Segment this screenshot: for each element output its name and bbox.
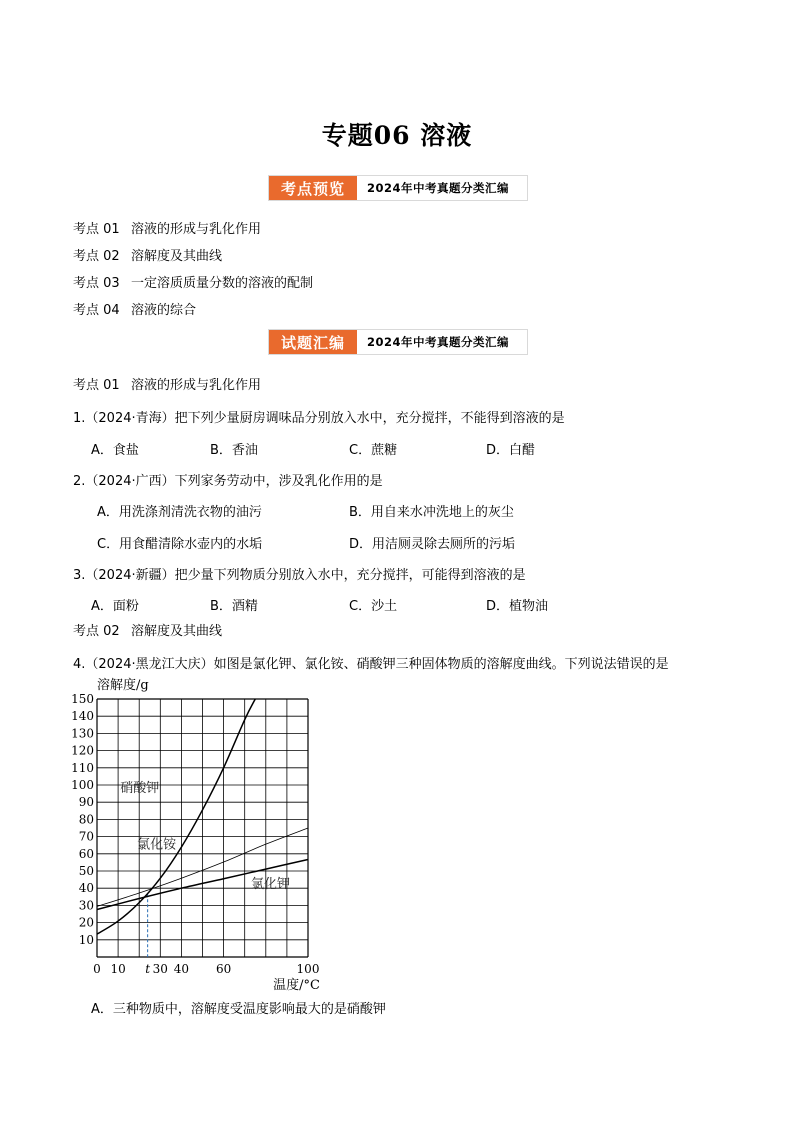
banner-subtitle: 2024年中考真题分类汇编 <box>367 335 510 349</box>
outline-item <box>73 218 261 237</box>
chart-grid <box>97 699 308 957</box>
outline-code: 考点 02 <box>73 249 120 264</box>
option: B．酒精 <box>210 599 258 614</box>
question-source: （2024·广西） <box>85 474 175 489</box>
outline-item <box>73 272 313 291</box>
exercises-banner <box>268 329 528 355</box>
x-tick-label: t <box>145 962 151 976</box>
section-code: 考点 02 <box>73 624 120 639</box>
x-tick-label: 100 <box>296 962 320 976</box>
banner-subtitle: 2024年中考真题分类汇编 <box>367 181 510 195</box>
banner-tag: 试题汇编 <box>269 330 357 354</box>
y-tick-label: 130 <box>71 726 94 741</box>
option: C．沙土 <box>349 599 398 614</box>
question-stem: 下列家务劳动中，涉及乳化作用的是 <box>174 474 383 489</box>
y-axis-title: 溶解度/g <box>97 678 149 693</box>
x-axis-title: 温度/°C <box>273 978 320 992</box>
x-tick-label: 30 <box>152 962 168 976</box>
outline-code: 考点 03 <box>73 276 120 291</box>
option: C．蔗糖 <box>349 443 398 458</box>
option: D．白醋 <box>486 443 536 458</box>
y-tick-label: 70 <box>78 829 94 844</box>
question-number: 1. <box>73 411 86 426</box>
option: D．用洁厕灵除去厕所的污垢 <box>349 537 516 552</box>
chart-labels <box>71 677 320 992</box>
question-1 <box>73 407 565 426</box>
section-heading <box>73 374 261 393</box>
option: A．食盐 <box>91 443 139 458</box>
section-name: 溶液的形成与乳化作用 <box>131 378 262 393</box>
question-4 <box>73 653 669 672</box>
outline-name: 溶解度及其曲线 <box>131 249 223 264</box>
x-tick-label: 60 <box>215 962 232 976</box>
y-tick-label: 150 <box>71 692 94 706</box>
y-tick-label: 100 <box>71 778 94 792</box>
outline-code: 考点 04 <box>73 303 120 318</box>
section-code: 考点 01 <box>73 378 120 393</box>
outline-name: 一定溶质质量分数的溶液的配制 <box>131 276 314 291</box>
y-tick-label: 120 <box>71 743 94 758</box>
question-source: （2024·青海） <box>85 411 175 426</box>
y-tick-label: 50 <box>78 864 94 878</box>
series-label: 氯化钾 <box>251 877 291 893</box>
y-tick-label: 40 <box>78 881 94 896</box>
solubility-chart <box>60 672 330 992</box>
question-3 <box>73 564 526 583</box>
x-tick-label: 0 <box>93 962 101 976</box>
section-heading <box>73 620 222 639</box>
option: A．三种物质中，溶解度受温度影响最大的是硝酸钾 <box>91 1002 386 1017</box>
series-label: 氯化铵 <box>137 837 177 853</box>
option: A．面粉 <box>91 599 139 614</box>
question-stem: 如图是氯化钾、氯化铵、硝酸钾三种固体物质的溶解度曲线。下列说法错误的是 <box>213 657 669 672</box>
question-number: 3. <box>73 568 86 583</box>
question-source: （2024·黑龙江大庆） <box>85 657 214 672</box>
outline-name: 溶液的形成与乳化作用 <box>131 222 262 237</box>
question-stem: 把少量下列物质分别放入水中，充分搅拌，可能得到溶液的是 <box>174 568 526 583</box>
series-label: 硝酸钾 <box>120 780 160 796</box>
banner-tag: 考点预览 <box>269 176 357 200</box>
outline-item <box>73 299 196 318</box>
question-2 <box>73 470 383 489</box>
option: D．植物油 <box>486 599 549 614</box>
y-tick-label: 30 <box>78 898 94 913</box>
question-source: （2024·新疆） <box>85 568 175 583</box>
question-number: 2. <box>73 474 86 489</box>
y-tick-label: 90 <box>78 795 94 810</box>
x-tick-label: 40 <box>173 962 190 976</box>
option: B．香油 <box>210 443 258 458</box>
y-tick-label: 10 <box>78 932 94 947</box>
y-tick-label: 20 <box>78 915 94 930</box>
option: C．用食醋清除水壶内的水垢 <box>97 537 263 552</box>
question-number: 4. <box>73 657 86 672</box>
preview-banner <box>268 175 528 201</box>
outline-name: 溶液的综合 <box>131 303 197 318</box>
option: A．用洗涤剂清洗衣物的油污 <box>97 505 262 520</box>
page-title: 专题06 溶液 <box>321 121 473 150</box>
question-stem: 把下列少量厨房调味品分别放入水中，充分搅拌，不能得到溶液的是 <box>174 411 565 426</box>
y-tick-label: 140 <box>71 709 94 724</box>
section-name: 溶解度及其曲线 <box>131 624 223 639</box>
y-tick-label: 110 <box>71 760 94 775</box>
outline-code: 考点 01 <box>73 222 120 237</box>
option: B．用自来水冲洗地上的灰尘 <box>349 505 514 520</box>
y-tick-label: 80 <box>78 812 94 827</box>
outline-item <box>73 245 222 264</box>
x-tick-label: 10 <box>110 962 126 976</box>
y-tick-label: 60 <box>78 846 94 861</box>
